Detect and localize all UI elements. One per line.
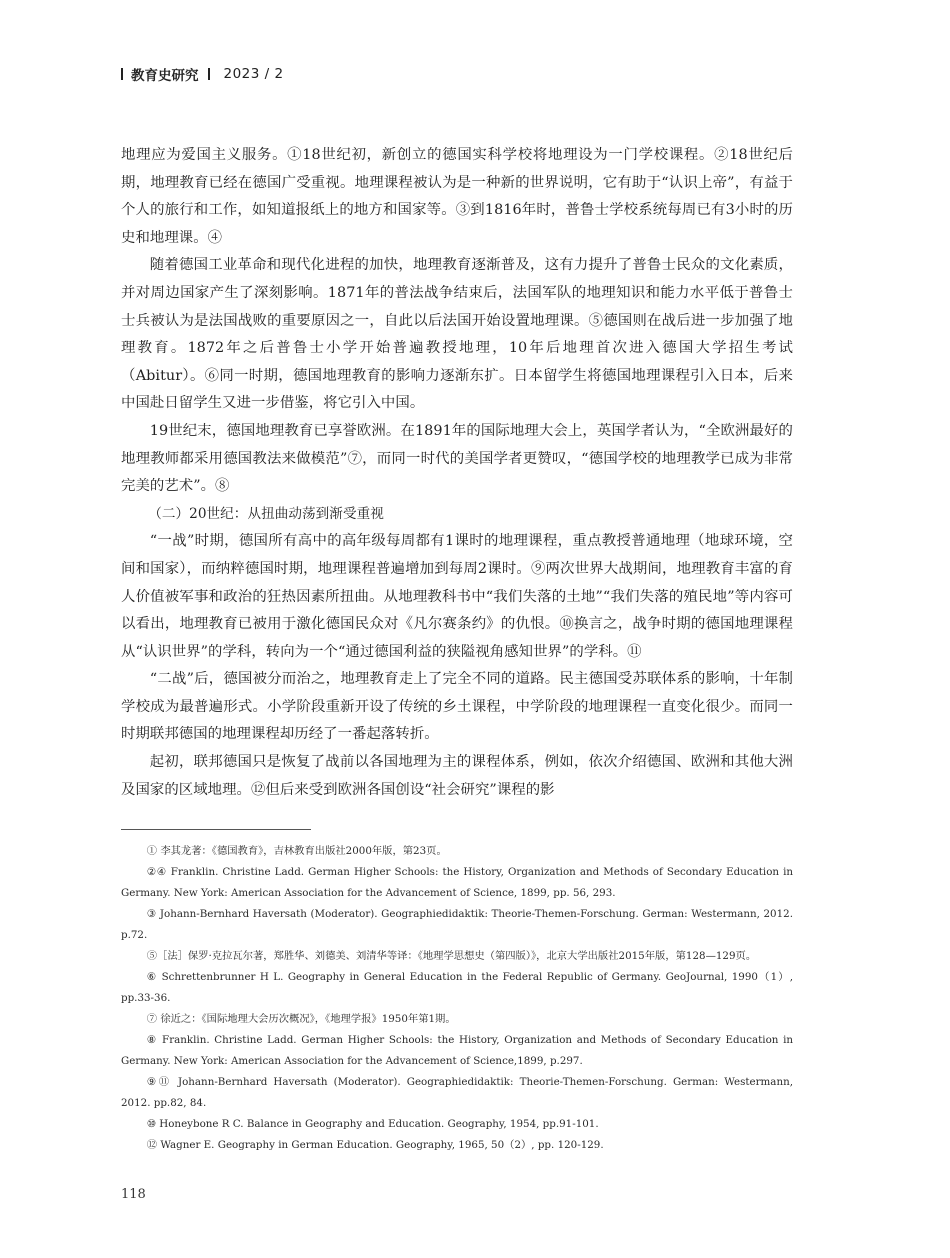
issue-number: 2023 / 2 <box>223 66 284 82</box>
footnote-divider <box>121 829 311 830</box>
header-separator-bar <box>208 68 210 80</box>
paragraph: 随着德国工业革命和现代化进程的加快，地理教育逐渐普及，这有力提升了普鲁士民众的文化素质，并对周边国家产生了深刻影响。1871年的普法战争结束后，法国军队的地理知识和能力水平低于普鲁士士兵被认为是法国战败的重要原因之一，自此以后法国开始设置地理课。⑤德国则在战后进一步加强了地理教育。1872年之后普鲁士小学开始普遍教授地理，10年后地理首次进入德国大学招生考试（Abitur）。⑥同一时期，德国地理教育的影响力逐渐东扩。日本留学生将德国地理课程引入日本，后来中国赴日留学生又进一步借鉴，将它引入中国。 <box>121 257 793 412</box>
paragraph: “二战”后，德国被分而治之，地理教育走上了完全不同的道路。民主德国受苏联体系的影响，十年制学校成为最普遍形式。小学阶段重新开设了传统的乡土课程，中学阶段的地理课程一直变化很少。而同一时期联邦德国的地理课程却历经了一番起落转折。 <box>121 671 793 743</box>
footnote: ⑨⑪ Johann-Bernhard Haversath (Moderator). Geographiedidaktik: Theorie-Themen-Forschung. German: Westermann, 2012. pp.82, 84. <box>121 1076 793 1109</box>
paragraph: 19世纪末，德国地理教育已享誉欧洲。在1891年的国际地理大会上，英国学者认为，“全欧洲最好的地理教师都采用德国教法来做模范”⑦，而同一时代的美国学者更赞叹，“德国学校的地理教学已成为非常完美的艺术”。⑧ <box>121 422 793 495</box>
footnote: ⑤［法］保罗·克拉瓦尔著，郑胜华、刘德美、刘清华等译：《地理学思想史（第四版）》，北京大学出版社2015年版，第128—129页。 <box>146 950 757 962</box>
journal-title: 教育史研究 <box>131 68 199 84</box>
footnote: ③ Johann-Bernhard Haversath (Moderator). Geographiedidaktik: Theorie-Themen-Forschung. German: Westermann, 2012. p.72. <box>121 908 793 941</box>
paragraph: 地理应为爱国主义服务。①18世纪初，新创立的德国实科学校将地理设为一门学校课程。②18世纪后期，地理教育已经在德国广受重视。地理课程被认为是一种新的世界说明，它有助于“认识上帝”，有益于个人的旅行和工作，如知道报纸上的地方和国家等。③到1816年时，普鲁士学校系统每周已有3小时的历史和地理课。④ <box>121 147 793 246</box>
paragraph: “一战”时期，德国所有高中的高年级每周都有1课时的地理课程，重点教授普通地理（地球环境，空间和国家），而纳粹德国时期，地理课程普遍增加到每周2课时。⑨两次世界大战期间，地理教育丰富的育人价值被军事和政治的狂热因素所扭曲。从地理教科书中“我们失落的土地”“我们失落的殖民地”等内容可以看出，地理教育已被用于激化德国民众对《凡尔赛条约》的仇恨。⑩换言之，战争时期的德国地理课程从“认识世界”的学科，转向为一个“通过德国利益的狭隘视角感知世界”的学科。⑪ <box>121 533 793 660</box>
main-text <box>121 142 793 804</box>
footnote: ⑥ Schrettenbrunner H L. Geography in General Education in the Federal Republic of Germany. GeoJournal, 1990（1）, pp.33-36. <box>121 971 793 1004</box>
footnote: ⑫ Wagner E. Geography in German Education. Geography, 1965, 50（2）, pp. 120-129. <box>146 1139 604 1151</box>
footnote: ⑦ 徐近之：《国际地理大会历次概况》，《地理学报》1950年第1期。 <box>146 1013 456 1025</box>
page-number: 118 <box>121 1187 146 1202</box>
running-header <box>121 64 284 84</box>
footnote: ⑧ Franklin. Christine Ladd. German Higher Schools: the History, Organization and Methods of Secondary Education in Germany. New York: American Association for the Advancement of Science,1899, p.297. <box>121 1034 793 1067</box>
footnote: ⑩ Honeybone R C. Balance in Geography and Education. Geography, 1954, pp.91-101. <box>146 1118 599 1130</box>
paragraph: 起初，联邦德国只是恢复了战前以各国地理为主的课程体系，例如，依次介绍德国、欧洲和其他大洲及国家的区域地理。⑫但后来受到欧洲各国创设“社会研究”课程的影 <box>121 754 793 798</box>
footnote: ②④ Franklin. Christine Ladd. German Higher Schools: the History, Organization and Methods of Secondary Education in Germany. New York: American Association for the Advancement of Science, 1899, pp. 56, 293. <box>121 866 793 899</box>
footnote: ① 李其龙著：《德国教育》，吉林教育出版社2000年版，第23页。 <box>146 845 447 857</box>
footnotes <box>121 841 793 1156</box>
header-left-bar <box>121 68 123 80</box>
section-subheading: （二）20世纪：从扭曲动荡到渐受重视 <box>148 505 384 522</box>
